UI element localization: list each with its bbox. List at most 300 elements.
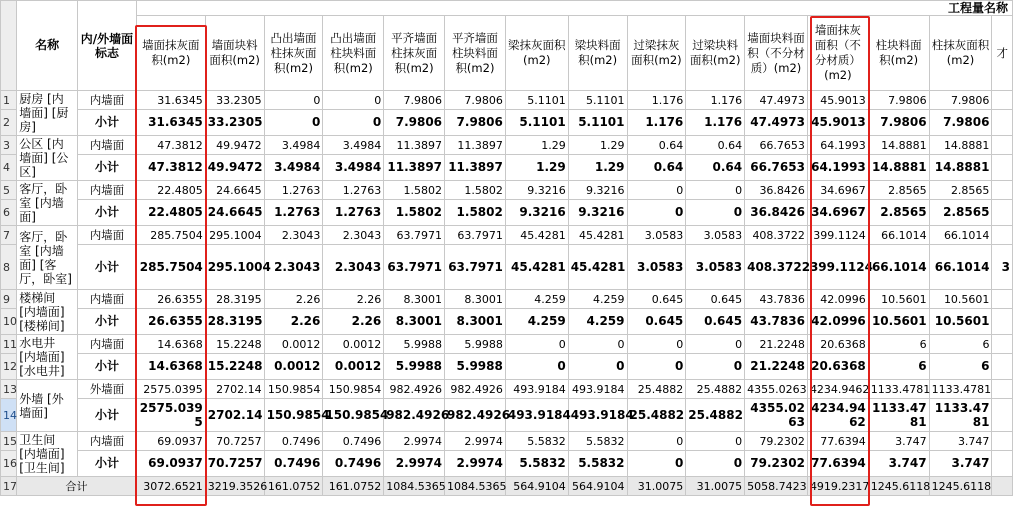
value-cell[interactable]: 0.64	[686, 136, 745, 155]
value-cell[interactable]: 0	[686, 200, 745, 226]
value-cell[interactable]: 2.9974	[384, 451, 445, 477]
column-header[interactable]: 墙面抹灰面积（不分材质）(m2)	[807, 16, 868, 91]
value-cell[interactable]: 11.3897	[445, 136, 506, 155]
room-name-cell[interactable]: 公区 [内墙面] [公区]	[17, 136, 78, 181]
row-number[interactable]: 1	[1, 91, 17, 110]
value-cell[interactable]: 15.2248	[205, 354, 264, 380]
value-cell[interactable]: 0	[505, 335, 568, 354]
clipped-cell[interactable]	[992, 226, 1013, 245]
row-number[interactable]: 2	[1, 110, 17, 136]
value-cell[interactable]: 6	[929, 354, 992, 380]
clipped-cell[interactable]	[992, 181, 1013, 200]
clipped-cell[interactable]	[992, 309, 1013, 335]
value-cell[interactable]: 1.29	[505, 136, 568, 155]
value-cell[interactable]: 1.5802	[384, 181, 445, 200]
value-cell[interactable]: 2.26	[323, 290, 384, 309]
value-cell[interactable]: 0	[264, 110, 323, 136]
value-cell[interactable]: 25.4882	[627, 380, 686, 399]
total-label[interactable]: 合计	[17, 477, 137, 496]
value-cell[interactable]: 150.9854	[264, 399, 323, 432]
value-cell[interactable]: 2.9974	[445, 432, 506, 451]
column-header[interactable]: 墙面抹灰面积(m2)	[136, 16, 205, 91]
value-cell[interactable]: 4.259	[505, 309, 568, 335]
room-name-cell[interactable]: 水电井 [内墙面] [水电井]	[17, 335, 78, 380]
corner-cell[interactable]	[1, 1, 17, 91]
value-cell[interactable]: 0.645	[627, 290, 686, 309]
value-cell[interactable]: 7.9806	[445, 110, 506, 136]
value-cell[interactable]: 408.3722	[745, 245, 808, 290]
clipped-cell[interactable]	[992, 91, 1013, 110]
value-cell[interactable]: 0	[568, 354, 627, 380]
row-number[interactable]: 9	[1, 290, 17, 309]
total-value-cell[interactable]: 1084.5365	[445, 477, 506, 496]
clipped-cell[interactable]	[992, 290, 1013, 309]
value-cell[interactable]: 0	[627, 335, 686, 354]
value-cell[interactable]: 4.259	[505, 290, 568, 309]
value-cell[interactable]: 8.3001	[445, 309, 506, 335]
value-cell[interactable]: 0.7496	[264, 451, 323, 477]
value-cell[interactable]: 5.5832	[505, 432, 568, 451]
value-cell[interactable]: 14.8881	[868, 155, 929, 181]
value-cell[interactable]: 34.6967	[807, 200, 868, 226]
row-number[interactable]: 16	[1, 451, 17, 477]
value-cell[interactable]: 2.3043	[323, 226, 384, 245]
value-cell[interactable]: 36.8426	[745, 200, 808, 226]
value-cell[interactable]: 0.0012	[264, 335, 323, 354]
column-header[interactable]: 梁抹灰面积(m2)	[505, 16, 568, 91]
value-cell[interactable]: 36.8426	[745, 181, 808, 200]
value-cell[interactable]: 14.8881	[929, 155, 992, 181]
value-cell[interactable]: 0	[686, 451, 745, 477]
value-cell[interactable]: 20.6368	[807, 335, 868, 354]
value-cell[interactable]: 33.2305	[205, 91, 264, 110]
total-value-cell[interactable]: 4919.2317	[807, 477, 868, 496]
wall-type-cell[interactable]: 内墙面	[78, 290, 137, 309]
value-cell[interactable]: 0.645	[686, 309, 745, 335]
wall-flag-column-header[interactable]: 内/外墙面标志	[78, 1, 137, 91]
value-cell[interactable]: 11.3897	[384, 136, 445, 155]
value-cell[interactable]: 34.6967	[807, 181, 868, 200]
value-cell[interactable]: 5.1101	[568, 91, 627, 110]
clipped-cell[interactable]	[992, 477, 1013, 496]
value-cell[interactable]: 21.2248	[745, 335, 808, 354]
value-cell[interactable]: 47.3812	[136, 155, 205, 181]
value-cell[interactable]: 0.0012	[323, 354, 384, 380]
value-cell[interactable]: 6	[929, 335, 992, 354]
clipped-cell[interactable]	[992, 200, 1013, 226]
value-cell[interactable]: 0	[627, 181, 686, 200]
value-cell[interactable]: 31.6345	[136, 91, 205, 110]
value-cell[interactable]: 70.7257	[205, 432, 264, 451]
value-cell[interactable]: 2575.0395	[136, 399, 205, 432]
value-cell[interactable]: 5.9988	[445, 335, 506, 354]
value-cell[interactable]: 1133.4781	[868, 380, 929, 399]
value-cell[interactable]: 33.2305	[205, 110, 264, 136]
value-cell[interactable]: 9.3216	[505, 200, 568, 226]
row-number[interactable]: 17	[1, 477, 17, 496]
clipped-cell[interactable]	[992, 155, 1013, 181]
value-cell[interactable]: 11.3897	[445, 155, 506, 181]
value-cell[interactable]: 0	[323, 91, 384, 110]
table-row[interactable]	[1, 432, 1013, 451]
value-cell[interactable]: 10.5601	[868, 290, 929, 309]
value-cell[interactable]: 66.1014	[868, 245, 929, 290]
value-cell[interactable]: 150.9854	[323, 399, 384, 432]
room-name-cell[interactable]: 客厅，卧室 [内墙面]	[17, 181, 78, 226]
row-number[interactable]: 8	[1, 245, 17, 290]
wall-type-cell[interactable]: 内墙面	[78, 91, 137, 110]
value-cell[interactable]: 2.8565	[929, 181, 992, 200]
clipped-cell[interactable]	[992, 451, 1013, 477]
value-cell[interactable]: 64.1993	[807, 155, 868, 181]
row-number[interactable]: 7	[1, 226, 17, 245]
value-cell[interactable]: 5.1101	[568, 110, 627, 136]
value-cell[interactable]: 45.4281	[505, 226, 568, 245]
value-cell[interactable]: 47.4973	[745, 91, 808, 110]
total-value-cell[interactable]: 3072.6521	[136, 477, 205, 496]
value-cell[interactable]: 47.4973	[745, 110, 808, 136]
wall-type-cell[interactable]: 内墙面	[78, 432, 137, 451]
value-cell[interactable]: 982.4926	[384, 380, 445, 399]
value-cell[interactable]: 1.5802	[384, 200, 445, 226]
value-cell[interactable]: 9.3216	[505, 181, 568, 200]
value-cell[interactable]: 285.7504	[136, 245, 205, 290]
value-cell[interactable]: 64.1993	[807, 136, 868, 155]
value-cell[interactable]: 0	[627, 200, 686, 226]
subtotal-label[interactable]: 小计	[78, 155, 137, 181]
value-cell[interactable]: 28.3195	[205, 290, 264, 309]
value-cell[interactable]: 0	[627, 451, 686, 477]
room-name-cell[interactable]: 客厅，卧室 [内墙面] [客厅，卧室]	[17, 226, 78, 290]
value-cell[interactable]: 8.3001	[384, 309, 445, 335]
total-value-cell[interactable]: 1245.6118	[868, 477, 929, 496]
row-number[interactable]: 3	[1, 136, 17, 155]
subtotal-label[interactable]: 小计	[78, 200, 137, 226]
value-cell[interactable]: 66.1014	[868, 226, 929, 245]
value-cell[interactable]: 5.5832	[568, 451, 627, 477]
value-cell[interactable]: 0	[627, 354, 686, 380]
value-cell[interactable]: 20.6368	[807, 354, 868, 380]
value-cell[interactable]: 0	[686, 335, 745, 354]
value-cell[interactable]: 4.259	[568, 309, 627, 335]
value-cell[interactable]: 2702.14	[205, 399, 264, 432]
value-cell[interactable]: 26.6355	[136, 290, 205, 309]
value-cell[interactable]: 45.4281	[568, 245, 627, 290]
value-cell[interactable]: 14.8881	[929, 136, 992, 155]
clipped-cell[interactable]	[992, 110, 1013, 136]
value-cell[interactable]: 2.3043	[264, 226, 323, 245]
value-cell[interactable]: 1.176	[686, 110, 745, 136]
value-cell[interactable]: 1.5802	[445, 200, 506, 226]
row-number[interactable]: 5	[1, 181, 17, 200]
value-cell[interactable]: 14.6368	[136, 354, 205, 380]
table-row[interactable]	[1, 399, 1013, 432]
value-cell[interactable]: 1.5802	[445, 181, 506, 200]
value-cell[interactable]: 31.6345	[136, 110, 205, 136]
row-number[interactable]: 12	[1, 354, 17, 380]
value-cell[interactable]: 0	[686, 354, 745, 380]
value-cell[interactable]: 5.9988	[384, 335, 445, 354]
wall-type-cell[interactable]: 内墙面	[78, 136, 137, 155]
value-cell[interactable]: 3.0583	[686, 245, 745, 290]
table-row[interactable]	[1, 136, 1013, 155]
value-cell[interactable]: 2702.14	[205, 380, 264, 399]
value-cell[interactable]: 15.2248	[205, 335, 264, 354]
value-cell[interactable]: 0.64	[686, 155, 745, 181]
value-cell[interactable]: 63.7971	[445, 245, 506, 290]
clipped-cell[interactable]	[992, 399, 1013, 432]
value-cell[interactable]: 7.9806	[929, 110, 992, 136]
total-value-cell[interactable]: 564.9104	[505, 477, 568, 496]
clipped-cell[interactable]	[992, 136, 1013, 155]
value-cell[interactable]: 2575.0395	[136, 380, 205, 399]
value-cell[interactable]: 14.6368	[136, 335, 205, 354]
value-cell[interactable]: 4.259	[568, 290, 627, 309]
value-cell[interactable]: 7.9806	[868, 110, 929, 136]
wall-type-cell[interactable]: 内墙面	[78, 335, 137, 354]
total-value-cell[interactable]: 564.9104	[568, 477, 627, 496]
value-cell[interactable]: 493.9184	[505, 380, 568, 399]
value-cell[interactable]: 79.2302	[745, 451, 808, 477]
column-header-clipped[interactable]: 才	[992, 16, 1013, 91]
subtotal-label[interactable]: 小计	[78, 309, 137, 335]
value-cell[interactable]: 3.4984	[323, 136, 384, 155]
table-row[interactable]	[1, 181, 1013, 200]
table-row[interactable]	[1, 335, 1013, 354]
value-cell[interactable]: 3.747	[868, 432, 929, 451]
clipped-cell[interactable]	[992, 354, 1013, 380]
value-cell[interactable]: 49.9472	[205, 136, 264, 155]
value-cell[interactable]: 3.747	[929, 432, 992, 451]
value-cell[interactable]: 1.176	[627, 110, 686, 136]
value-cell[interactable]: 7.9806	[445, 91, 506, 110]
total-value-cell[interactable]: 31.0075	[627, 477, 686, 496]
value-cell[interactable]: 25.4882	[686, 380, 745, 399]
value-cell[interactable]: 5.5832	[568, 432, 627, 451]
column-header[interactable]: 过梁块料面积(m2)	[686, 16, 745, 91]
value-cell[interactable]: 14.8881	[868, 136, 929, 155]
value-cell[interactable]: 24.6645	[205, 181, 264, 200]
value-cell[interactable]: 408.3722	[745, 226, 808, 245]
column-header[interactable]: 柱抹灰面积(m2)	[929, 16, 992, 91]
value-cell[interactable]: 11.3897	[384, 155, 445, 181]
value-cell[interactable]: 4355.0263	[745, 399, 808, 432]
value-cell[interactable]: 10.5601	[929, 309, 992, 335]
value-cell[interactable]: 3.0583	[627, 245, 686, 290]
value-cell[interactable]: 3.4984	[264, 136, 323, 155]
table-row[interactable]	[1, 245, 1013, 290]
value-cell[interactable]: 2.8565	[929, 200, 992, 226]
value-cell[interactable]: 0	[627, 432, 686, 451]
value-cell[interactable]: 1.29	[505, 155, 568, 181]
column-header[interactable]: 凸出墙面柱块料面积(m2)	[323, 16, 384, 91]
table-row[interactable]	[1, 354, 1013, 380]
value-cell[interactable]: 45.4281	[505, 245, 568, 290]
value-cell[interactable]: 77.6394	[807, 432, 868, 451]
value-cell[interactable]: 79.2302	[745, 432, 808, 451]
value-cell[interactable]: 295.1004	[205, 245, 264, 290]
value-cell[interactable]: 399.1124	[807, 226, 868, 245]
value-cell[interactable]: 1.2763	[323, 200, 384, 226]
value-cell[interactable]: 0	[686, 181, 745, 200]
value-cell[interactable]: 26.6355	[136, 309, 205, 335]
value-cell[interactable]: 24.6645	[205, 200, 264, 226]
name-column-header[interactable]: 名称	[17, 1, 78, 91]
row-number[interactable]: 15	[1, 432, 17, 451]
column-header[interactable]: 过梁抹灰面积(m2)	[627, 16, 686, 91]
value-cell[interactable]: 7.9806	[929, 91, 992, 110]
table-row[interactable]	[1, 110, 1013, 136]
value-cell[interactable]: 2.3043	[323, 245, 384, 290]
value-cell[interactable]: 1133.4781	[868, 399, 929, 432]
table-row[interactable]	[1, 380, 1013, 399]
value-cell[interactable]: 70.7257	[205, 451, 264, 477]
row-number[interactable]: 14	[1, 399, 17, 432]
value-cell[interactable]: 22.4805	[136, 200, 205, 226]
total-value-cell[interactable]: 161.0752	[323, 477, 384, 496]
value-cell[interactable]: 2.26	[264, 290, 323, 309]
value-cell[interactable]: 9.3216	[568, 181, 627, 200]
clipped-cell[interactable]: 3	[992, 245, 1013, 290]
value-cell[interactable]: 69.0937	[136, 451, 205, 477]
value-cell[interactable]: 0	[264, 91, 323, 110]
value-cell[interactable]: 7.9806	[868, 91, 929, 110]
value-cell[interactable]: 1133.4781	[929, 399, 992, 432]
value-cell[interactable]: 3.0583	[686, 226, 745, 245]
total-value-cell[interactable]: 161.0752	[264, 477, 323, 496]
value-cell[interactable]: 2.8565	[868, 181, 929, 200]
subtotal-label[interactable]: 小计	[78, 110, 137, 136]
value-cell[interactable]: 66.7653	[745, 155, 808, 181]
value-cell[interactable]: 10.5601	[868, 309, 929, 335]
value-cell[interactable]: 9.3216	[568, 200, 627, 226]
row-number[interactable]: 10	[1, 309, 17, 335]
value-cell[interactable]: 0.645	[686, 290, 745, 309]
value-cell[interactable]: 63.7971	[384, 226, 445, 245]
total-value-cell[interactable]: 3219.3526	[205, 477, 264, 496]
value-cell[interactable]: 47.3812	[136, 136, 205, 155]
column-header[interactable]: 平齐墙面柱块料面积(m2)	[445, 16, 506, 91]
subtotal-label[interactable]: 小计	[78, 451, 137, 477]
value-cell[interactable]: 0.0012	[264, 354, 323, 380]
value-cell[interactable]: 5.9988	[384, 354, 445, 380]
total-value-cell[interactable]: 1084.5365	[384, 477, 445, 496]
value-cell[interactable]: 1.29	[568, 155, 627, 181]
value-cell[interactable]: 2.9974	[445, 451, 506, 477]
value-cell[interactable]: 5.5832	[505, 451, 568, 477]
value-cell[interactable]: 66.7653	[745, 136, 808, 155]
value-cell[interactable]: 6	[868, 354, 929, 380]
total-value-cell[interactable]: 1245.6118	[929, 477, 992, 496]
table-row[interactable]	[1, 200, 1013, 226]
total-value-cell[interactable]: 31.0075	[686, 477, 745, 496]
value-cell[interactable]: 2.3043	[264, 245, 323, 290]
row-number[interactable]: 13	[1, 380, 17, 399]
value-cell[interactable]: 66.1014	[929, 245, 992, 290]
value-cell[interactable]: 5.9988	[445, 354, 506, 380]
value-cell[interactable]: 7.9806	[384, 110, 445, 136]
value-cell[interactable]: 42.0996	[807, 309, 868, 335]
value-cell[interactable]: 0	[686, 432, 745, 451]
column-header[interactable]: 梁块料面积(m2)	[568, 16, 627, 91]
value-cell[interactable]: 0	[505, 354, 568, 380]
room-name-cell[interactable]: 楼梯间 [内墙面] [楼梯间]	[17, 290, 78, 335]
value-cell[interactable]: 0.64	[627, 155, 686, 181]
column-header[interactable]: 墙面块料面积（不分材质）(m2)	[745, 16, 808, 91]
value-cell[interactable]: 77.6394	[807, 451, 868, 477]
value-cell[interactable]: 1.2763	[264, 181, 323, 200]
value-cell[interactable]: 295.1004	[205, 226, 264, 245]
value-cell[interactable]: 10.5601	[929, 290, 992, 309]
row-number[interactable]: 11	[1, 335, 17, 354]
value-cell[interactable]: 4234.9462	[807, 399, 868, 432]
table-row[interactable]	[1, 155, 1013, 181]
value-cell[interactable]: 4355.0263	[745, 380, 808, 399]
value-cell[interactable]: 0.7496	[323, 451, 384, 477]
value-cell[interactable]: 43.7836	[745, 309, 808, 335]
value-cell[interactable]: 0.64	[627, 136, 686, 155]
table-row[interactable]	[1, 451, 1013, 477]
value-cell[interactable]: 28.3195	[205, 309, 264, 335]
value-cell[interactable]: 2.26	[264, 309, 323, 335]
value-cell[interactable]: 399.1124	[807, 245, 868, 290]
column-header[interactable]: 平齐墙面柱抹灰面积(m2)	[384, 16, 445, 91]
row-number[interactable]: 6	[1, 200, 17, 226]
value-cell[interactable]: 4234.9462	[807, 380, 868, 399]
value-cell[interactable]: 0.7496	[264, 432, 323, 451]
value-cell[interactable]: 3.747	[929, 451, 992, 477]
clipped-cell[interactable]	[992, 380, 1013, 399]
room-name-cell[interactable]: 厨房 [内墙面] [厨房]	[17, 91, 78, 136]
value-cell[interactable]: 45.9013	[807, 91, 868, 110]
total-row[interactable]	[1, 477, 1013, 496]
value-cell[interactable]: 3.0583	[627, 226, 686, 245]
value-cell[interactable]: 2.9974	[384, 432, 445, 451]
value-cell[interactable]: 0.7496	[323, 432, 384, 451]
value-cell[interactable]: 25.4882	[686, 399, 745, 432]
subtotal-label[interactable]: 小计	[78, 245, 137, 290]
subtotal-label[interactable]: 小计	[78, 399, 137, 432]
value-cell[interactable]: 982.4926	[445, 399, 506, 432]
value-cell[interactable]: 45.9013	[807, 110, 868, 136]
value-cell[interactable]: 0	[568, 335, 627, 354]
table-row[interactable]	[1, 226, 1013, 245]
clipped-cell[interactable]	[992, 432, 1013, 451]
value-cell[interactable]: 150.9854	[323, 380, 384, 399]
value-cell[interactable]: 2.26	[323, 309, 384, 335]
value-cell[interactable]: 3.747	[868, 451, 929, 477]
column-header[interactable]: 凸出墙面柱抹灰面积(m2)	[264, 16, 323, 91]
value-cell[interactable]: 49.9472	[205, 155, 264, 181]
value-cell[interactable]: 493.9184	[505, 399, 568, 432]
value-cell[interactable]: 982.4926	[445, 380, 506, 399]
wall-type-cell[interactable]: 外墙面	[78, 380, 137, 399]
value-cell[interactable]: 1.176	[686, 91, 745, 110]
value-cell[interactable]: 7.9806	[384, 91, 445, 110]
value-cell[interactable]: 0.0012	[323, 335, 384, 354]
value-cell[interactable]: 1.2763	[323, 181, 384, 200]
value-cell[interactable]: 8.3001	[384, 290, 445, 309]
room-name-cell[interactable]: 卫生间 [内墙面] [卫生间]	[17, 432, 78, 477]
value-cell[interactable]: 45.4281	[568, 226, 627, 245]
value-cell[interactable]: 5.1101	[505, 91, 568, 110]
wall-type-cell[interactable]: 内墙面	[78, 181, 137, 200]
value-cell[interactable]: 21.2248	[745, 354, 808, 380]
value-cell[interactable]: 493.9184	[568, 380, 627, 399]
value-cell[interactable]: 1.176	[627, 91, 686, 110]
value-cell[interactable]: 150.9854	[264, 380, 323, 399]
value-cell[interactable]: 3.4984	[264, 155, 323, 181]
